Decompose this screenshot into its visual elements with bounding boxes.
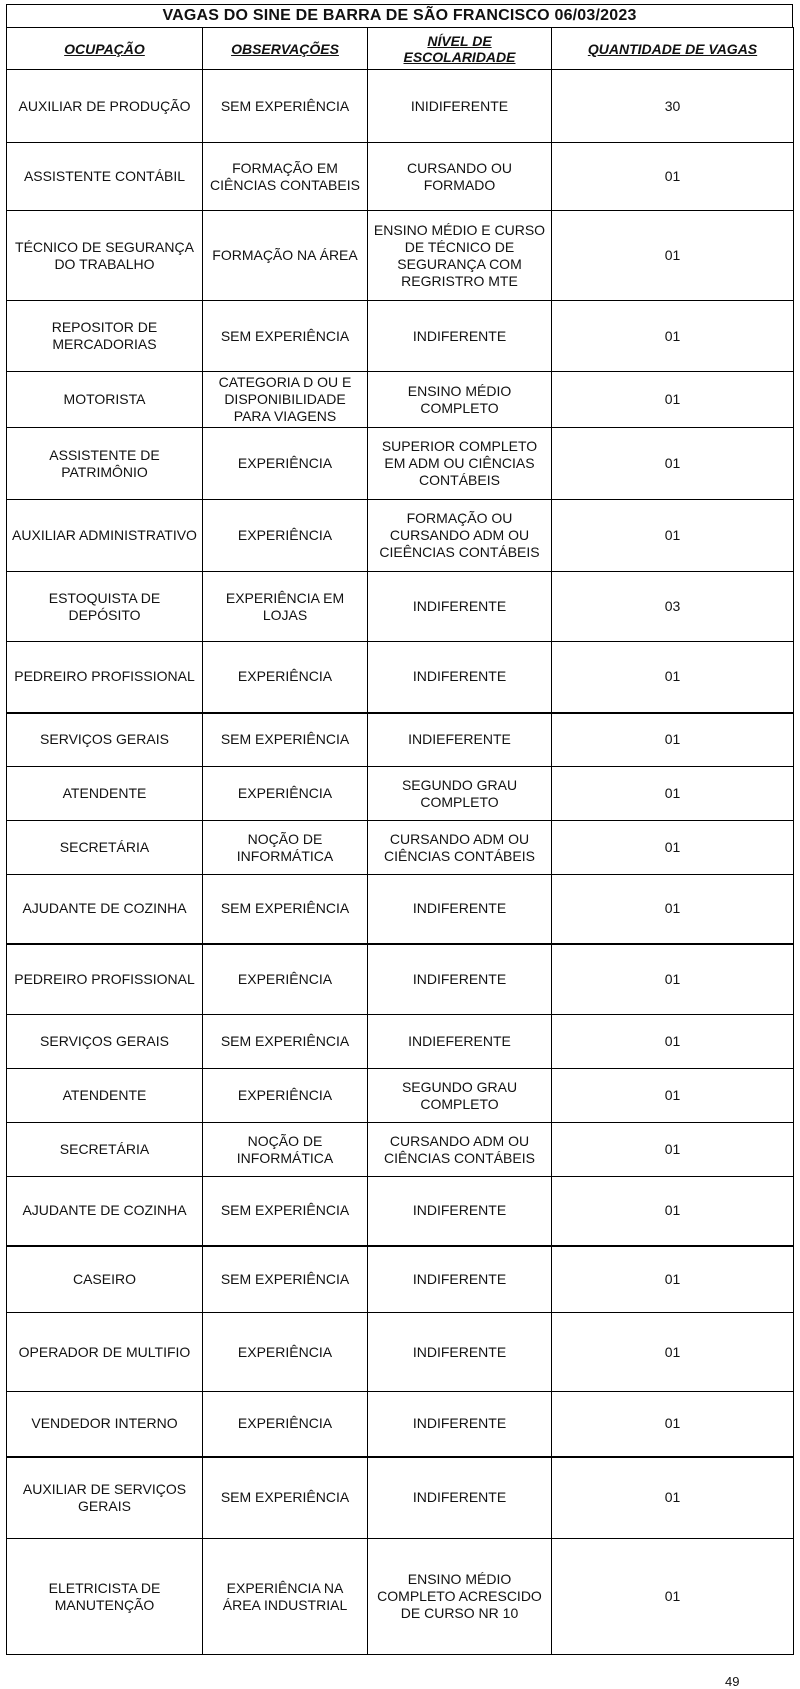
cell-vagas: 01 — [552, 428, 794, 500]
cell-observacoes: EXPERIÊNCIA NA ÁREA INDUSTRIAL — [203, 1539, 368, 1655]
cell-ocupacao: SERVIÇOS GERAIS — [7, 713, 203, 767]
cell-observacoes: SEM EXPERIÊNCIA — [203, 713, 368, 767]
cell-vagas: 01 — [552, 821, 794, 875]
cell-ocupacao: OPERADOR DE MULTIFIO — [7, 1313, 203, 1392]
table-row — [7, 1539, 794, 1655]
cell-vagas: 01 — [552, 372, 794, 428]
cell-vagas: 30 — [552, 70, 794, 143]
cell-observacoes: SEM EXPERIÊNCIA — [203, 1015, 368, 1069]
cell-escolaridade: INDIFERENTE — [368, 1246, 552, 1313]
cell-observacoes: SEM EXPERIÊNCIA — [203, 1246, 368, 1313]
table-row — [7, 572, 794, 642]
cell-vagas: 01 — [552, 1313, 794, 1392]
page-number: 49 — [725, 1674, 740, 1689]
table-row — [7, 301, 794, 372]
cell-escolaridade: SUPERIOR COMPLETO EM ADM OU CIÊNCIAS CONTÁBEIS — [368, 428, 552, 500]
cell-vagas: 01 — [552, 875, 794, 944]
cell-observacoes: SEM EXPERIÊNCIA — [203, 301, 368, 372]
table-header-row — [7, 28, 794, 70]
cell-escolaridade: INDIFERENTE — [368, 1392, 552, 1457]
cell-ocupacao: REPOSITOR DE MERCADORIAS — [7, 301, 203, 372]
cell-observacoes: SEM EXPERIÊNCIA — [203, 70, 368, 143]
table-row — [7, 642, 794, 713]
cell-ocupacao: AUXILIAR DE SERVIÇOS GERAIS — [7, 1457, 203, 1539]
cell-ocupacao: CASEIRO — [7, 1246, 203, 1313]
cell-vagas: 01 — [552, 767, 794, 821]
table-row — [7, 1069, 794, 1123]
cell-vagas: 01 — [552, 944, 794, 1015]
cell-observacoes: FORMAÇÃO NA ÁREA — [203, 211, 368, 301]
cell-vagas: 01 — [552, 1177, 794, 1246]
table-row — [7, 1123, 794, 1177]
cell-ocupacao: TÉCNICO DE SEGURANÇA DO TRABALHO — [7, 211, 203, 301]
cell-escolaridade: INDIEFERENTE — [368, 713, 552, 767]
cell-ocupacao: ATENDENTE — [7, 1069, 203, 1123]
table-row — [7, 1177, 794, 1246]
cell-escolaridade: ENSINO MÉDIO COMPLETO ACRESCIDO DE CURSO NR 10 — [368, 1539, 552, 1655]
cell-ocupacao: MOTORISTA — [7, 372, 203, 428]
cell-observacoes: EXPERIÊNCIA — [203, 1069, 368, 1123]
cell-ocupacao: VENDEDOR INTERNO — [7, 1392, 203, 1457]
table-row — [7, 875, 794, 944]
table-row — [7, 713, 794, 767]
cell-ocupacao: SECRETÁRIA — [7, 821, 203, 875]
cell-escolaridade: CURSANDO ADM OU CIÊNCIAS CONTÁBEIS — [368, 821, 552, 875]
cell-vagas: 01 — [552, 1015, 794, 1069]
cell-escolaridade: INDIFERENTE — [368, 301, 552, 372]
cell-vagas: 01 — [552, 500, 794, 572]
cell-escolaridade: ENSINO MÉDIO E CURSO DE TÉCNICO DE SEGURANÇA COM REGRISTRO MTE — [368, 211, 552, 301]
cell-vagas: 01 — [552, 1392, 794, 1457]
cell-observacoes: SEM EXPERIÊNCIA — [203, 875, 368, 944]
cell-observacoes: NOÇÃO DE INFORMÁTICA — [203, 821, 368, 875]
cell-vagas: 01 — [552, 1539, 794, 1655]
cell-observacoes: EXPERIÊNCIA — [203, 642, 368, 713]
header-ocupacao: OCUPAÇÃO — [7, 28, 203, 70]
cell-escolaridade: SEGUNDO GRAU COMPLETO — [368, 767, 552, 821]
cell-escolaridade: FORMAÇÃO OU CURSANDO ADM OU CIEÊNCIAS CONTÁBEIS — [368, 500, 552, 572]
cell-observacoes: FORMAÇÃO EM CIÊNCIAS CONTABEIS — [203, 143, 368, 211]
table-row — [7, 143, 794, 211]
table-row — [7, 944, 794, 1015]
table-row — [7, 1313, 794, 1392]
cell-ocupacao: ASSISTENTE CONTÁBIL — [7, 143, 203, 211]
cell-observacoes: SEM EXPERIÊNCIA — [203, 1177, 368, 1246]
table-row — [7, 428, 794, 500]
table-row — [7, 1457, 794, 1539]
table-row — [7, 70, 794, 143]
header-escolaridade: NÍVEL DE ESCOLARIDADE — [368, 28, 552, 70]
cell-ocupacao: AUXILIAR ADMINISTRATIVO — [7, 500, 203, 572]
cell-observacoes: CATEGORIA D OU E DISPONIBILIDADE PARA VIAGENS — [203, 372, 368, 428]
cell-ocupacao: PEDREIRO PROFISSIONAL — [7, 642, 203, 713]
table-row — [7, 211, 794, 301]
cell-ocupacao: AJUDANTE DE COZINHA — [7, 875, 203, 944]
job-listing-document — [6, 4, 793, 1689]
table-row — [7, 372, 794, 428]
cell-observacoes: EXPERIÊNCIA EM LOJAS — [203, 572, 368, 642]
cell-ocupacao: AUXILIAR DE PRODUÇÃO — [7, 70, 203, 143]
cell-escolaridade: CURSANDO OU FORMADO — [368, 143, 552, 211]
cell-ocupacao: AJUDANTE DE COZINHA — [7, 1177, 203, 1246]
cell-escolaridade: INDIEFERENTE — [368, 1015, 552, 1069]
page-title: VAGAS DO SINE DE BARRA DE SÃO FRANCISCO 06/03/2023 — [6, 4, 793, 27]
cell-vagas: 01 — [552, 1246, 794, 1313]
cell-ocupacao: ATENDENTE — [7, 767, 203, 821]
table-row — [7, 1392, 794, 1457]
cell-escolaridade: INDIFERENTE — [368, 1457, 552, 1539]
cell-observacoes: EXPERIÊNCIA — [203, 428, 368, 500]
cell-escolaridade: INDIFERENTE — [368, 572, 552, 642]
cell-observacoes: SEM EXPERIÊNCIA — [203, 1457, 368, 1539]
header-quantidade: QUANTIDADE DE VAGAS — [552, 28, 794, 70]
cell-ocupacao: ELETRICISTA DE MANUTENÇÃO — [7, 1539, 203, 1655]
cell-ocupacao: PEDREIRO PROFISSIONAL — [7, 944, 203, 1015]
cell-escolaridade: INDIFERENTE — [368, 875, 552, 944]
cell-ocupacao: SERVIÇOS GERAIS — [7, 1015, 203, 1069]
cell-observacoes: EXPERIÊNCIA — [203, 767, 368, 821]
cell-escolaridade: INDIFERENTE — [368, 1177, 552, 1246]
cell-escolaridade: CURSANDO ADM OU CIÊNCIAS CONTÁBEIS — [368, 1123, 552, 1177]
vacancies-table — [6, 27, 794, 1655]
cell-escolaridade: INDIFERENTE — [368, 1313, 552, 1392]
cell-ocupacao: ASSISTENTE DE PATRIMÔNIO — [7, 428, 203, 500]
table-row — [7, 767, 794, 821]
cell-vagas: 01 — [552, 642, 794, 713]
cell-escolaridade: INIDIFERENTE — [368, 70, 552, 143]
table-row — [7, 1015, 794, 1069]
cell-ocupacao: SECRETÁRIA — [7, 1123, 203, 1177]
cell-vagas: 01 — [552, 1123, 794, 1177]
cell-vagas: 01 — [552, 1069, 794, 1123]
cell-vagas: 01 — [552, 713, 794, 767]
cell-vagas: 01 — [552, 1457, 794, 1539]
table-row — [7, 821, 794, 875]
cell-observacoes: EXPERIÊNCIA — [203, 500, 368, 572]
cell-escolaridade: INDIFERENTE — [368, 944, 552, 1015]
cell-escolaridade: ENSINO MÉDIO COMPLETO — [368, 372, 552, 428]
cell-observacoes: EXPERIÊNCIA — [203, 944, 368, 1015]
cell-escolaridade: SEGUNDO GRAU COMPLETO — [368, 1069, 552, 1123]
table-row — [7, 1246, 794, 1313]
cell-vagas: 01 — [552, 301, 794, 372]
cell-observacoes: EXPERIÊNCIA — [203, 1392, 368, 1457]
cell-vagas: 01 — [552, 211, 794, 301]
table-body — [7, 70, 794, 1655]
table-row — [7, 500, 794, 572]
cell-observacoes: EXPERIÊNCIA — [203, 1313, 368, 1392]
cell-observacoes: NOÇÃO DE INFORMÁTICA — [203, 1123, 368, 1177]
cell-ocupacao: ESTOQUISTA DE DEPÓSITO — [7, 572, 203, 642]
header-observacoes: OBSERVAÇÕES — [203, 28, 368, 70]
cell-escolaridade: INDIFERENTE — [368, 642, 552, 713]
cell-vagas: 03 — [552, 572, 794, 642]
cell-vagas: 01 — [552, 143, 794, 211]
